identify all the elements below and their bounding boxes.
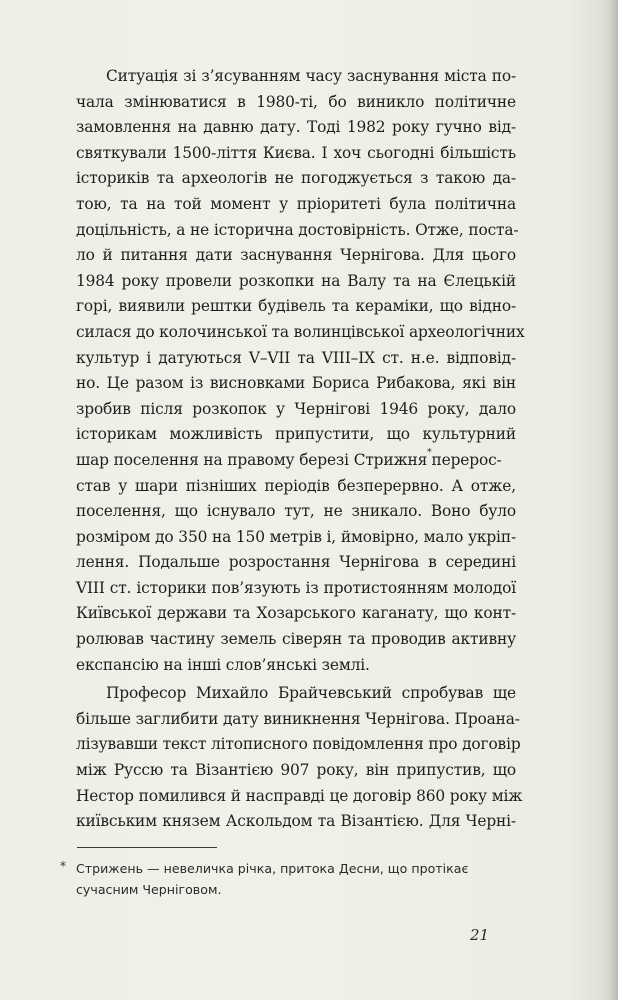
text-line: між Руссю та Візантією 907 року, він припустив, що <box>76 761 516 780</box>
text-line: історикам можливість припустити, що культурний <box>76 425 516 444</box>
text-line: Професор Михайло Брайчевський спробував ще <box>106 684 516 703</box>
text-line: 1984 року провели розкопки на Валу та на Єлецькій <box>76 271 516 290</box>
text-line: культур і датуються V–VII та VIII–IX ст. н.е. відповід- <box>76 348 516 367</box>
text-line: поселення, що існувало тут, не зникало. Воно було <box>76 502 516 521</box>
text-line: ролював частину земель сіверян та проводив активну <box>76 630 516 649</box>
text-line-with-footnote-mark <box>76 448 516 474</box>
text-line: VIII ст. історики пов’язують із протистоянням молодої <box>76 578 516 597</box>
footnote-line: сучасним Черніговом. <box>76 882 222 897</box>
text-line: доцільність, а не історична достовірність. Отже, поста- <box>76 220 519 239</box>
text-line: ло й питання дати заснування Чернігова. Для цього <box>76 246 516 265</box>
text-line: Київської держави та Хозарського каганату, що конт- <box>76 604 516 623</box>
text-line: Ситуація зі з’ясуванням часу заснування міста по- <box>106 67 516 85</box>
text-line: тою, та на той момент у пріоритеті була політична <box>76 194 516 213</box>
text-line: більше заглибити дату виникнення Чернігова. Проана- <box>76 709 520 728</box>
footnote-line: Стрижень — невеличка річка, притока Десни, що протікає <box>76 861 469 876</box>
footnote-text <box>60 858 520 900</box>
footnote <box>60 858 520 900</box>
text-line: лізувавши текст літописного повідомлення про договір <box>76 735 521 754</box>
text-line: лення. Подальше розростання Чернігова в середині <box>76 553 516 572</box>
footnote-marker: * <box>60 859 66 873</box>
text-line: но. Це разом із висновками Бориса Рибакова, які він <box>76 374 516 393</box>
text-line: Нестор помилився й насправді це договір 860 року між <box>76 786 523 805</box>
text-segment: перерос- <box>431 450 502 469</box>
text-line: розміром до 350 на 150 метрів і, ймовірно, мало укріп- <box>76 527 516 546</box>
text-line: зробив після розкопок у Чернігові 1946 року, дало <box>76 399 516 418</box>
text-segment: шар поселення на правому березі Стрижня <box>76 450 428 469</box>
text-line: святкували 1500-ліття Києва. І хоч сьогодні більшість <box>76 143 516 162</box>
text-line: горі, виявили рештки будівель та кераміки, що відно- <box>76 297 516 316</box>
main-text <box>76 64 525 835</box>
text-line: істориків та археологів не погоджується з такою да- <box>76 169 516 188</box>
text-line: силася до колочинської та волинцівської археологічних <box>76 322 525 341</box>
footnote-reference[interactable]: * <box>427 447 432 458</box>
spine-shadow <box>608 0 618 1000</box>
text-line: замовлення на давню дату. Тоді 1982 року гучно від- <box>76 118 516 137</box>
text-line: чала змінюватися в 1980-ті, бо виникло політичне <box>76 92 516 111</box>
footnote-divider <box>77 847 217 848</box>
text-line: експансію на інші слов’янські землі. <box>76 655 370 674</box>
page-number: 21 <box>470 926 490 944</box>
text-line: став у шари пізніших періодів безперервно. А отже, <box>76 476 516 495</box>
text-line: київським князем Аскольдом та Візантією. Для Черні- <box>76 812 516 831</box>
